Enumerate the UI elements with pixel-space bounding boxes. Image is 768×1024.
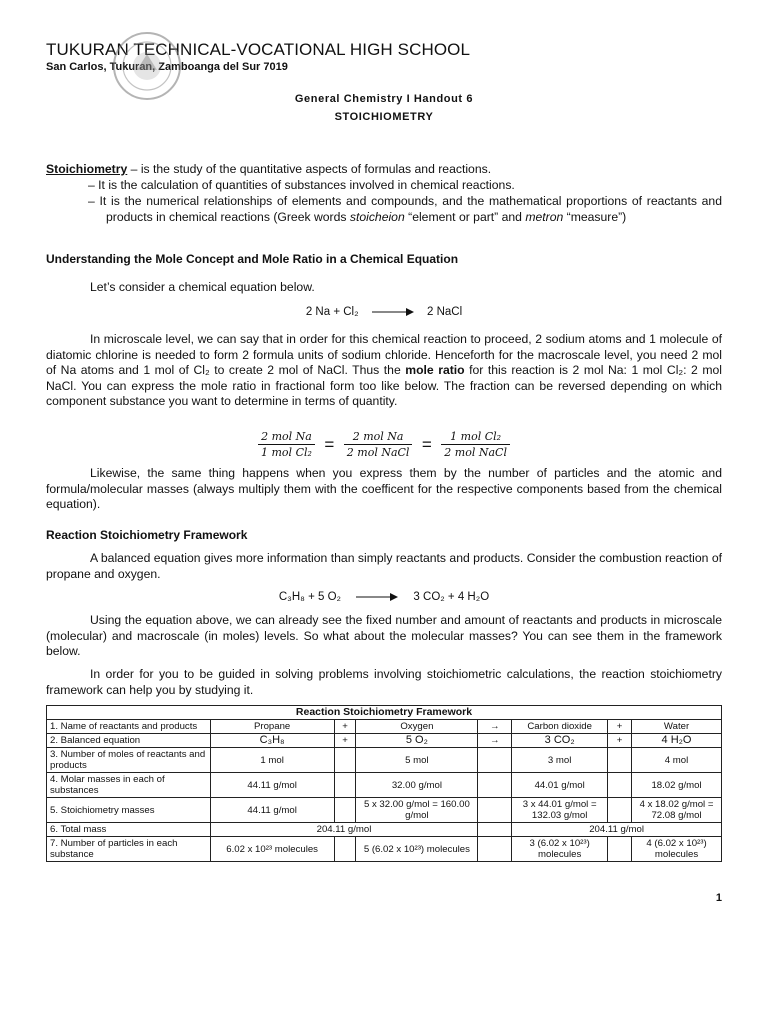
table-cell [608,837,632,862]
row-label: 3. Number of moles of reactants and products [47,748,211,773]
table-cell: + [608,734,632,748]
bullet-2-text-c: “measure”) [563,209,627,224]
table-cell: 6.02 x 10²³ molecules [210,837,334,862]
fraction-denominator: 1 mol Cl₂ [261,446,312,459]
table-cell [334,798,356,823]
table-cell: 3 (6.02 x 10²³) molecules [512,837,608,862]
table-cell: + [334,720,356,734]
fraction-na-nacl [344,430,413,459]
reaction-arrow-icon [370,307,416,317]
school-address: San Carlos, Tukuran, Zamboanga del Sur 7019 [46,61,288,73]
chemical-equation-nacl [0,306,768,318]
table-row [47,773,722,798]
table-cell [608,748,632,773]
reaction-arrow-icon [354,592,400,602]
balanced-equation-paragraph: A balanced equation gives more information than simply reactants and products. Consider the combustion reaction of propane and oxygen. [46,551,722,581]
table-cell: 44.01 g/mol [512,773,608,798]
table-cell [478,748,512,773]
table-cell: Carbon dioxide [512,720,608,734]
table-cell: C₃H₈ [210,734,334,748]
row-label: 7. Number of particles in each substance [47,837,211,862]
chemical-equation-propane [0,591,768,603]
table-cell: → [478,720,512,734]
equals-sign: = [324,434,335,454]
mole-ratio-term: mole ratio [405,363,465,378]
table-cell: 3 CO₂ [512,734,608,748]
table-cell [478,837,512,862]
equation-products: 3 CO₂ + 4 H₂O [413,591,490,603]
lead-sentence: Let’s consider a chemical equation below. [90,280,315,294]
table-cell: 4 mol [632,748,722,773]
fraction-numerator: 1 mol Cl₂ [441,430,510,445]
stoichiometry-framework-table [46,705,722,862]
table-title-row [47,706,722,720]
definition-bullet-1: – It is the calculation of quantities of substances involved in chemical reactions. [88,178,515,192]
row-label: 4. Molar masses in each of substances [47,773,211,798]
total-mass-reactants: 204.11 g/mol [210,823,478,837]
particles-paragraph: Likewise, the same thing happens when you express them by the number of particles and the atomic and formula/molecular masses (always multiply them with the coefficent for the respective components based from the chemical equation). [46,466,722,512]
bullet-2-text-a: – It is the numerical relationships of elements and compounds, and the mathematical proportions of reactants and products in chemical reactions (Greek words [88,194,722,224]
equation-reactants: 2 Na + Cl₂ [305,306,359,318]
table-cell: 3 mol [512,748,608,773]
microscale-text-b: for this reaction is 2 mol Na: 1 mol Cl₂: 2 mol NaCl. You can express the mole ratio in fractional form too like below. The fraction can be reversed depending on which component substance you want to determine in terms of quantity. [46,363,722,409]
bullet-2-text-b: “element or part” and [404,209,526,224]
school-name: TUKURAN TECHNICAL-VOCATIONAL HIGH SCHOOL [46,40,471,59]
table-cell [608,773,632,798]
definition-text: – is the study of the quantitative aspects of formulas and reactions. [127,162,492,176]
total-mass-products: 204.11 g/mol [512,823,722,837]
table-cell: 44.11 g/mol [210,798,334,823]
definition-bullet-2 [88,194,722,225]
table-cell: + [608,720,632,734]
topic-title: STOICHIOMETRY [334,111,434,123]
equation-explanation-paragraph: Using the equation above, we can already see the fixed number and amount of reactants and products in microscale (molecular) and macroscale (in moles) levels. So what about the molecular masses? You can see them in the framework below. [46,613,722,659]
table-row [47,837,722,862]
fraction-numerator: 2 mol Na [344,430,413,445]
table-row-total-mass [47,823,722,837]
table-cell: 5 mol [356,748,478,773]
definition-line [46,162,722,178]
table-cell: 4 H₂O [632,734,722,748]
fraction-cl2-nacl [441,430,510,459]
table-cell [334,748,356,773]
term-stoichiometry: Stoichiometry [46,162,128,176]
table-cell [478,798,512,823]
table-cell: 4 x 18.02 g/mol = 72.08 g/mol [632,798,722,823]
mole-ratio-fractions [0,430,768,459]
fraction-denominator: 2 mol NaCl [444,446,507,459]
table-cell: 18.02 g/mol [632,773,722,798]
table-title: Reaction Stoichiometry Framework [47,706,722,720]
table-cell [478,823,512,837]
handout-title: General Chemistry I Handout 6 [294,93,474,105]
table-cell: 44.11 g/mol [210,773,334,798]
table-cell: 5 x 32.00 g/mol = 160.00 g/mol [356,798,478,823]
greek-word-stoicheion: stoicheion [349,209,405,224]
framework-guide-paragraph: In order for you to be guided in solving problems involving stoichiometric calculations, the reaction stoichiometry framework can help you by studying it. [46,667,722,697]
greek-word-metron: metron [525,209,564,224]
table-cell: Water [632,720,722,734]
fraction-denominator: 2 mol NaCl [346,446,410,459]
table-cell [334,773,356,798]
table-row [47,798,722,823]
table-row [47,748,722,773]
table-cell: 4 (6.02 x 10²³) molecules [632,837,722,862]
table-cell [334,837,356,862]
equation-products: 2 NaCl [426,306,463,318]
microscale-text-a: In microscale level, we can say that in order for this chemical reaction to proceed, 2 sodium atoms and 1 molecule of diatomic chlorine is needed to form 2 formula units of sodium chloride. Henceforth for the macroscale level, you need 2 mol of Na atoms and 1 mol of Cl₂ to create 2 mol of NaCl. Thus the [46,332,722,378]
table-cell: + [334,734,356,748]
table-cell: 5 (6.02 x 10²³) molecules [356,837,478,862]
fraction-na-cl2 [258,430,315,459]
page-number: 1 [715,892,722,904]
table-cell: 32.00 g/mol [356,773,478,798]
row-label: 5. Stoichiometry masses [47,798,211,823]
table-cell: Propane [210,720,334,734]
table-cell [608,798,632,823]
table-cell: → [478,734,512,748]
table-cell: Oxygen [356,720,478,734]
table-row [47,720,722,734]
table-cell [478,773,512,798]
table-cell: 3 x 44.01 g/mol = 132.03 g/mol [512,798,608,823]
row-label: 2. Balanced equation [47,734,211,748]
section-heading-mole-concept: Understanding the Mole Concept and Mole Ratio in a Chemical Equation [46,252,459,266]
table-row [47,734,722,748]
equals-sign: = [421,434,432,454]
fraction-numerator: 2 mol Na [258,430,315,445]
table-cell: 5 O₂ [356,734,478,748]
row-label: 6. Total mass [47,823,211,837]
school-seal-logo [104,30,190,102]
microscale-paragraph [46,332,722,410]
row-label: 1. Name of reactants and products [47,720,211,734]
table-cell: 1 mol [210,748,334,773]
section-heading-framework: Reaction Stoichiometry Framework [46,528,248,542]
equation-reactants: C₃H₈ + 5 O₂ [278,591,342,603]
